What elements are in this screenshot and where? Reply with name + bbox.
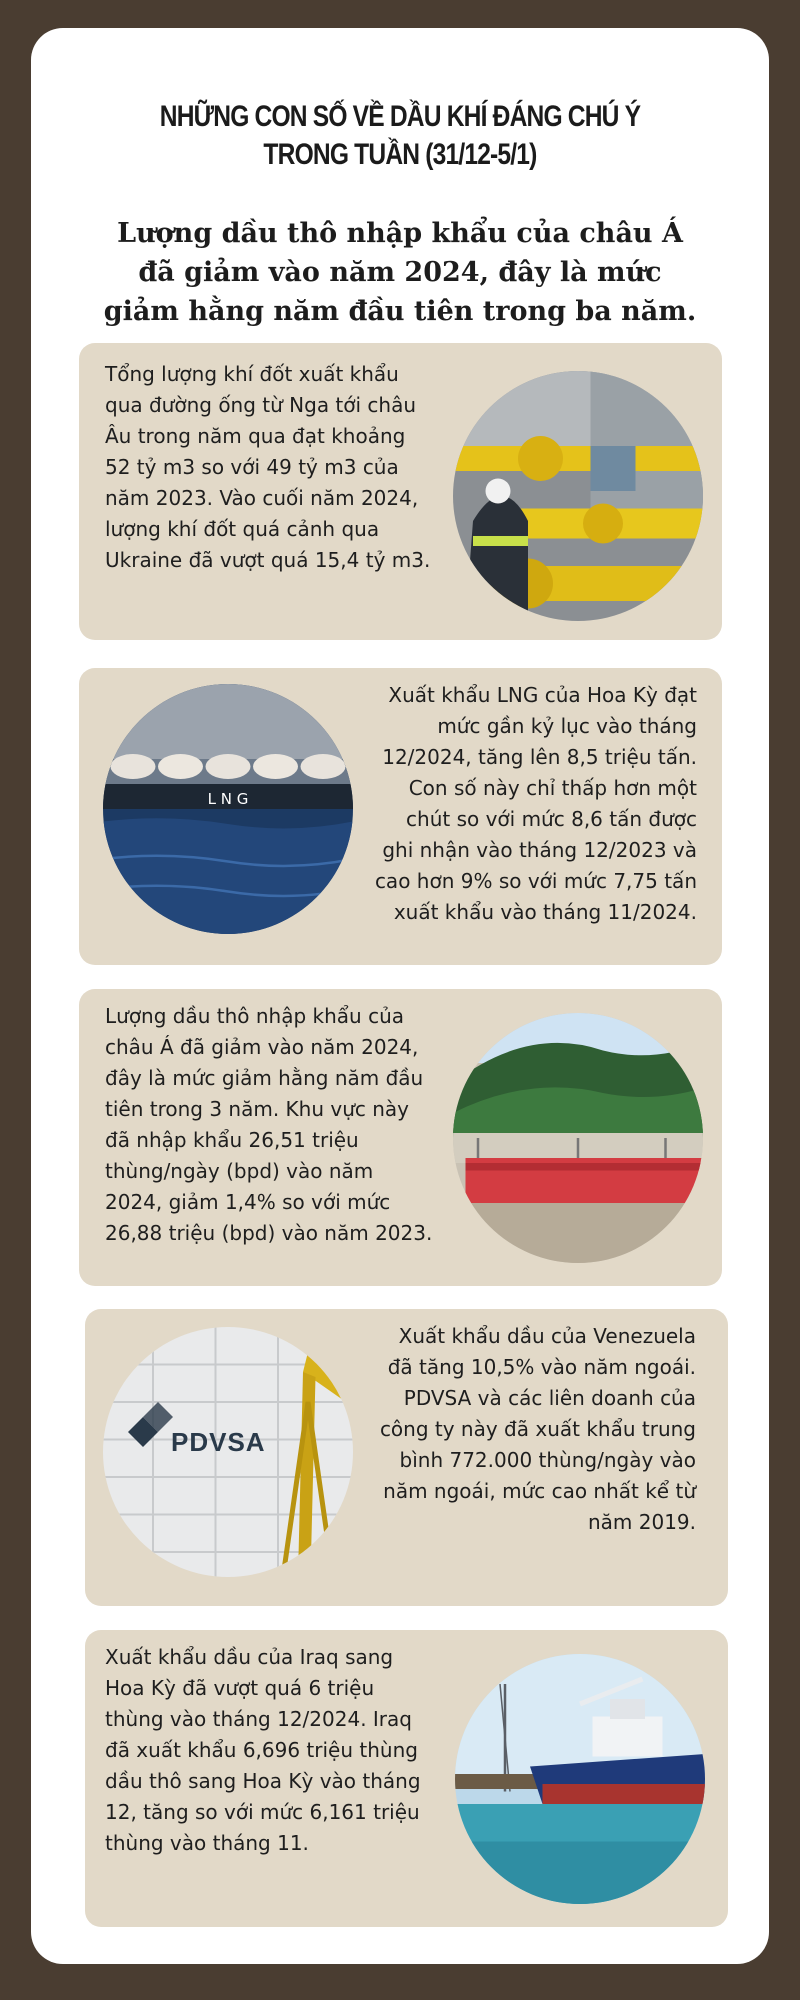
- infographic-card: [31, 28, 769, 1964]
- page-title: NHỮNG CON SỐ VỀ DẦU KHÍ ĐÁNG CHÚ Ý TRONG TUẦN (31/12-5/1): [159, 100, 641, 171]
- fact-text: Xuất khẩu dầu của Venezuela đã tăng 10,5% vào năm ngoái. PDVSA và các liên doanh của công ty này đã xuất khẩu trung bình 772.000 thùng/ngày vào năm ngoái, mức cao nhất kể từ năm 2019.: [379, 1324, 696, 1534]
- fact-text: Xuất khẩu LNG của Hoa Kỳ đạt mức gần kỷ lục vào tháng 12/2024, tăng lên 8,5 triệu tấn. Con số này chỉ thấp hơn một chút so với mức 8,6 tấn được ghi nhận vào tháng 12/2023 và cao hơn 9% so với mức 7,75 tấn xuất khẩu vào tháng 11/2024.: [374, 683, 697, 924]
- ship-hull-letters: L N G: [207, 790, 249, 808]
- fact-item-asia-crude: [79, 989, 722, 1286]
- fact-item-venezuela: [85, 1309, 728, 1606]
- pdvsa-logo-text: PDVSA: [171, 1427, 266, 1457]
- fact-item-us-lng: [79, 668, 722, 965]
- pdvsa-tank-photo: [103, 1327, 353, 1577]
- fact-text: Xuất khẩu dầu của Iraq sang Hoa Kỳ đã vượt quá 6 triệu thùng vào tháng 12/2024. Iraq đã xuất khẩu 6,696 triệu thùng dầu thô sang Hoa Kỳ vào tháng 12, tăng so với mức 6,161 triệu thùng vào tháng 11.: [105, 1645, 421, 1855]
- gas-pipeline-photo: [453, 371, 703, 621]
- fact-item-russia-gas: [79, 343, 722, 640]
- lng-tanker-photo: [103, 684, 353, 934]
- oil-terminal-photo: [453, 1013, 703, 1263]
- fact-text: Tổng lượng khí đốt xuất khẩu qua đường ống từ Nga tới châu Âu trong năm qua đạt khoảng 52 tỷ m3 so với 49 tỷ m3 của năm 2023. Vào cuối năm 2024, lượng khí đốt quá cảnh qua Ukraine đã vượt quá 15,4 tỷ m3.: [105, 362, 431, 572]
- page-subtitle: Lượng dầu thô nhập khẩu của châu Á đã giảm vào năm 2024, đây là mức giảm hằng năm đầu tiên trong ba năm.: [103, 218, 697, 327]
- fact-text: Lượng dầu thô nhập khẩu của châu Á đã giảm vào năm 2024, đây là mức giảm hằng năm đầu tiên trong 3 năm. Khu vực này đã nhập khẩu 26,51 triệu thùng/ngày (bpd) vào năm 2024, giảm 1,4% so với mức 26,88 triệu (bpd) vào năm 2023.: [105, 1004, 433, 1245]
- fact-item-iraq: [85, 1630, 728, 1927]
- oil-tanker-photo: [455, 1654, 705, 1904]
